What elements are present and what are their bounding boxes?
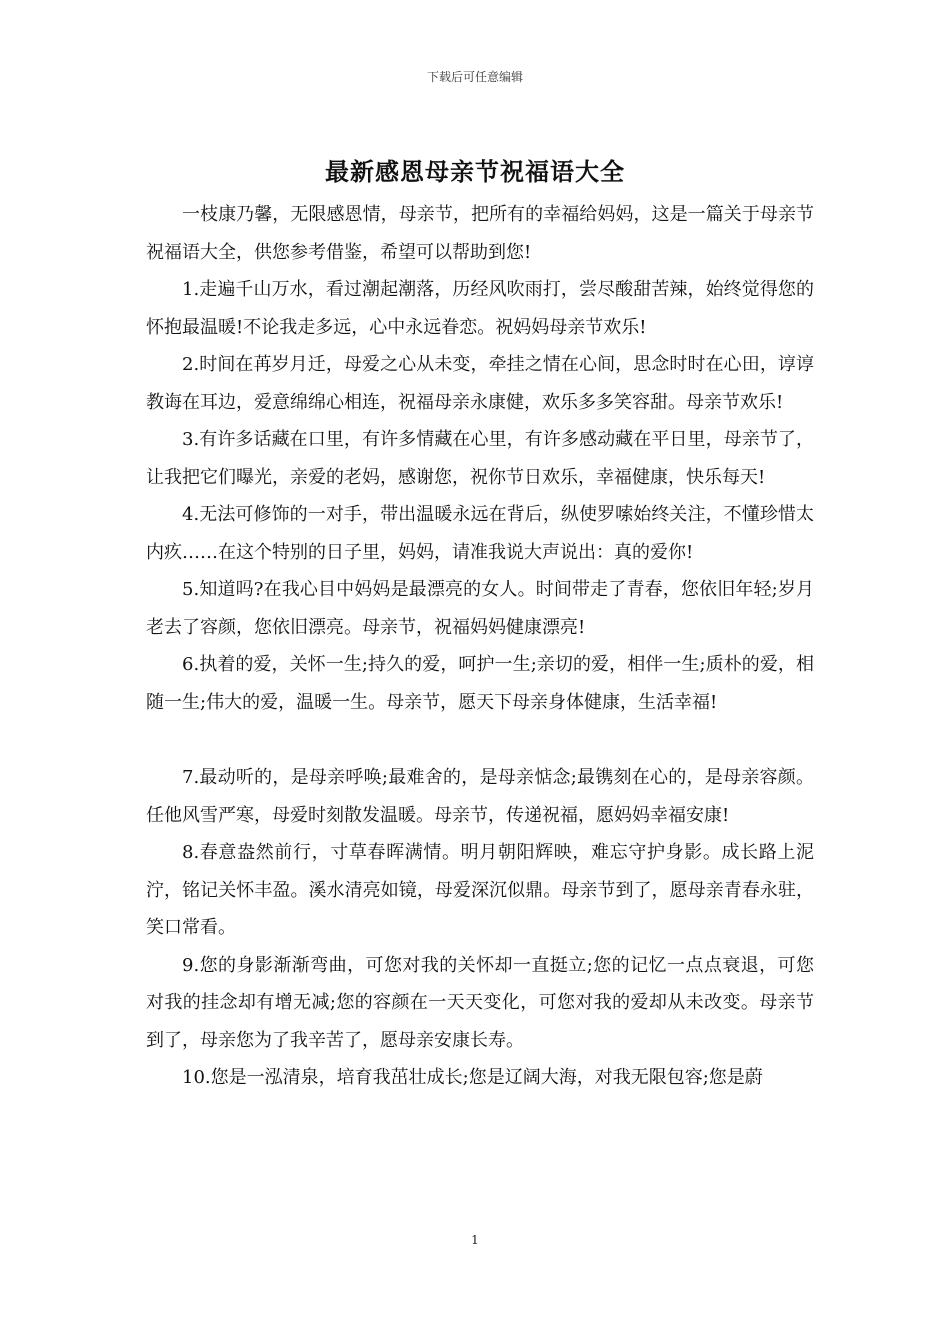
wish-item-6: 6.执着的爱，关怀一生;持久的爱，呵护一生;亲切的爱，相伴一生;质朴的爱，相随一生;伟大的爱，温暖一生。母亲节，愿天下母亲身体健康，生活幸福!	[146, 654, 814, 713]
wish-item-1: 1.走遍千山万水，看过潮起潮落，历经风吹雨打，尝尽酸甜苦辣，始终觉得您的怀抱最温暖!不论我走多远，心中永远眷恋。祝妈妈母亲节欢乐!	[146, 279, 814, 338]
document-body	[146, 196, 814, 1097]
wish-item-2: 2.时间在苒岁月迁，母爱之心从未变，牵挂之情在心间，思念时时在心田，谆谆教诲在耳边，爱意绵绵心相连，祝福母亲永康健，欢乐多多笑容甜。母亲节欢乐!	[146, 354, 814, 413]
page-number: 1	[471, 1233, 479, 1247]
wish-item-7: 7.最动听的，是母亲呼唤;最难舍的，是母亲惦念;最镌刻在心的，是母亲容颜。任他风雪严寒，母爱时刻散发温暖。母亲节，传递祝福，愿妈妈幸福安康!	[146, 767, 814, 826]
intro-paragraph: 一枝康乃馨，无限感恩情，母亲节，把所有的幸福给妈妈，这是一篇关于母亲节祝福语大全，供您参考借鉴，希望可以帮助到您!	[146, 204, 814, 263]
wish-item-9: 9.您的身影渐渐弯曲，可您对我的关怀却一直挺立;您的记忆一点点衰退，可您对我的挂念却有增无减;您的容颜在一天天变化，可您对我的爱却从未改变。母亲节到了，母亲您为了我辛苦了，愿母亲安康长寿。	[146, 954, 814, 1051]
paragraph-spacer	[146, 721, 814, 759]
document-title: 最新感恩母亲节祝福语大全	[325, 157, 625, 186]
wish-item-5: 5.知道吗?在我心目中妈妈是最漂亮的女人。时间带走了青春，您依旧年轻;岁月老去了容颜，您依旧漂亮。母亲节，祝福妈妈健康漂亮!	[146, 579, 814, 638]
wish-item-10: 10.您是一泓清泉，培育我茁壮成长;您是辽阔大海，对我无限包容;您是蔚	[182, 1067, 763, 1088]
wish-item-8: 8.春意盎然前行，寸草春晖满情。明月朝阳辉映，难忘守护身影。成长路上泥泞，铭记关怀丰盈。溪水清亮如镜，母爱深沉似鼎。母亲节到了，愿母亲青春永驻，笑口常看。	[146, 842, 814, 938]
wish-item-4: 4.无法可修饰的一对手，带出温暖永远在背后，纵使罗嗦始终关注，不懂珍惜太内疚……在这个特别的日子里，妈妈，请准我说大声说出：真的爱你!	[146, 504, 814, 563]
wish-item-3: 3.有许多话藏在口里，有许多情藏在心里，有许多感动藏在平日里，母亲节了，让我把它们曝光，亲爱的老妈，感谢您，祝你节日欢乐，幸福健康，快乐每天!	[146, 429, 814, 488]
page-header-note: 下载后可任意编辑	[426, 70, 523, 84]
